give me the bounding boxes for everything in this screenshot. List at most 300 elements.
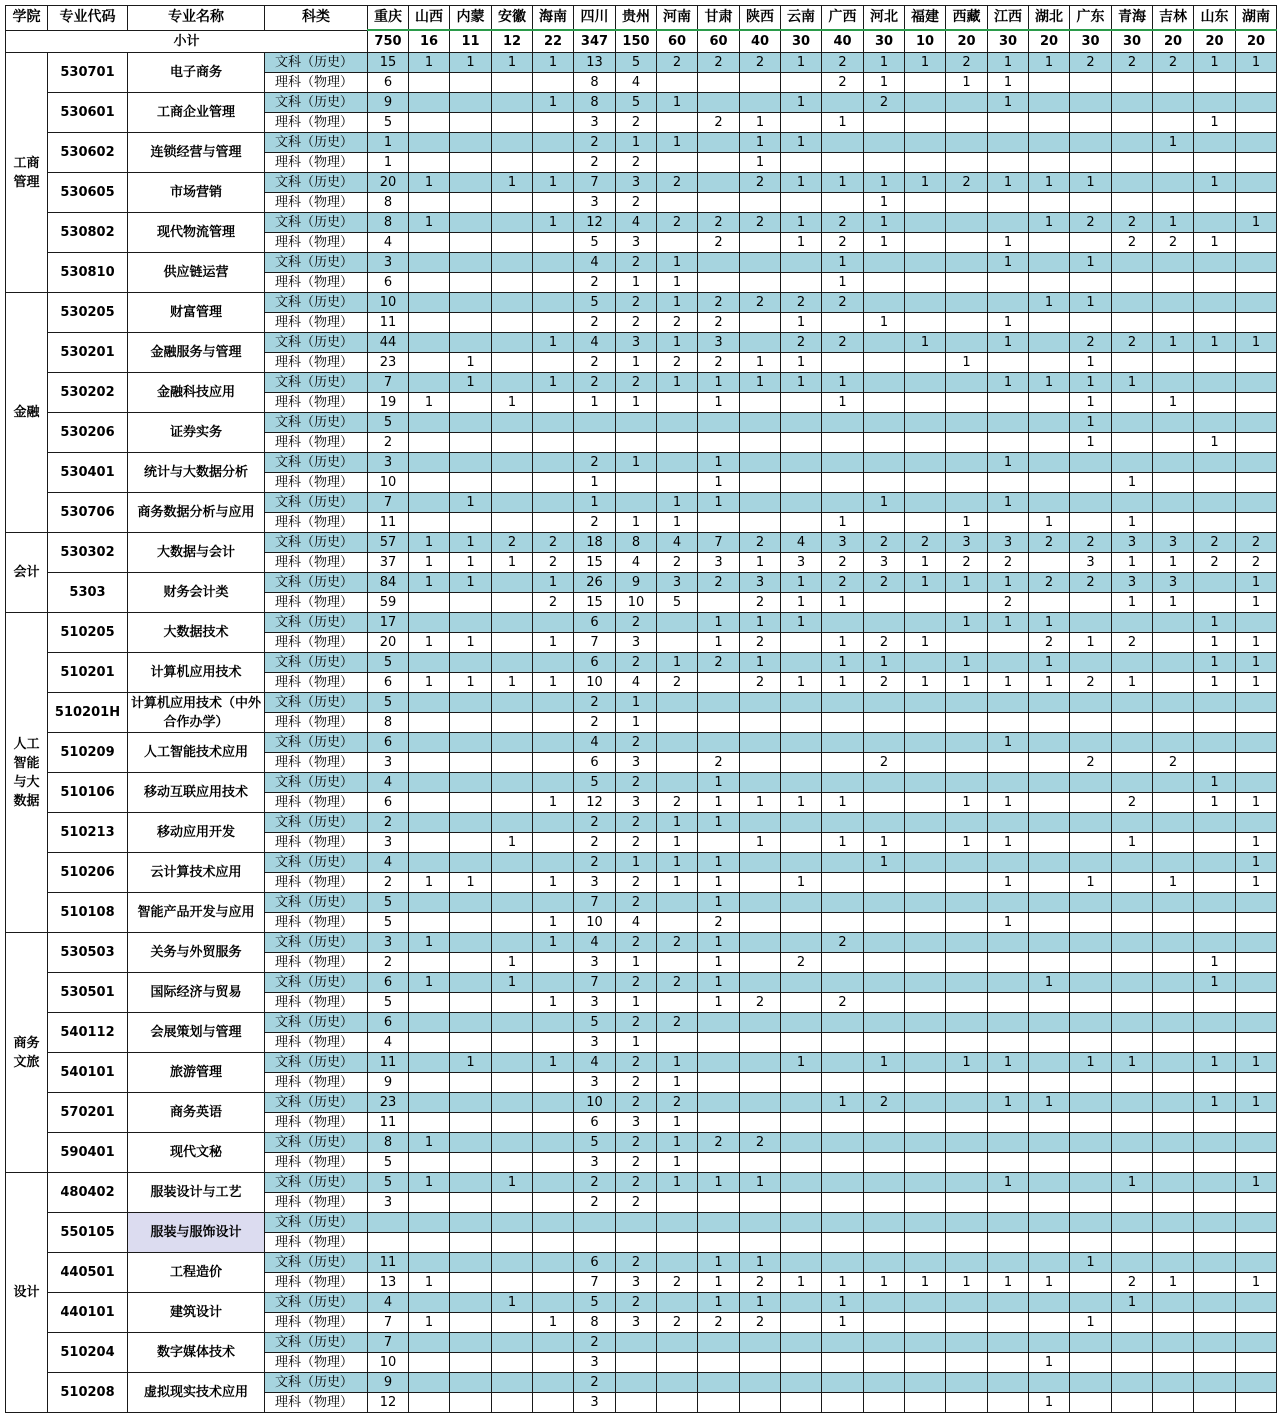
quota-cell [1236,693,1277,713]
quota-cell [946,273,988,293]
quota-cell [781,1113,822,1133]
quota-cell: 2 [1194,553,1236,573]
quota-cell [492,913,533,933]
quota-cell: 3 [574,1353,616,1373]
quota-cell: 2 [574,813,616,833]
quota-cell [781,713,822,733]
quota-cell [1236,1073,1277,1093]
quota-cell [368,1213,409,1233]
header-province: 青海 [1112,6,1153,31]
quota-cell [492,753,533,773]
quota-cell [1153,893,1194,913]
quota-cell [409,93,450,113]
quota-cell: 1 [1029,173,1070,193]
quota-cell [1029,733,1070,753]
quota-cell: 12 [574,793,616,813]
subject-type: 理科（物理） [265,1233,368,1253]
quota-cell [905,1293,946,1313]
quota-cell [740,513,781,533]
quota-cell [657,633,698,653]
quota-cell: 1 [657,813,698,833]
major-name: 虚拟现实技术应用 [128,1373,265,1413]
subtotal-value: 16 [409,30,450,53]
quota-cell: 2 [698,753,740,773]
quota-cell [740,1113,781,1133]
quota-cell: 3 [616,233,657,253]
quota-cell [781,973,822,993]
quota-cell [988,193,1029,213]
quota-cell [492,493,533,513]
quota-cell [1194,933,1236,953]
quota-cell: 1 [698,493,740,513]
major-code: 530503 [48,933,128,973]
subtotal-value: 20 [1153,30,1194,53]
quota-cell: 1 [864,493,905,513]
quota-cell [1194,853,1236,873]
quota-cell [905,733,946,753]
quota-cell [1236,813,1277,833]
quota-cell: 7 [698,533,740,553]
quota-cell [905,453,946,473]
quota-cell: 2 [698,913,740,933]
subject-type: 文科（历史） [265,213,368,233]
quota-cell: 1 [946,793,988,813]
quota-cell: 1 [905,673,946,693]
quota-cell [1153,293,1194,313]
quota-cell [1112,933,1153,953]
quota-cell [905,433,946,453]
subtotal-value: 347 [574,30,616,53]
quota-cell: 1 [533,1313,574,1333]
quota-cell: 2 [698,53,740,73]
quota-cell: 2 [616,1093,657,1113]
quota-cell [533,1353,574,1373]
major-name: 工程造价 [128,1253,265,1293]
quota-cell [1236,133,1277,153]
quota-cell [946,913,988,933]
quota-cell [822,853,864,873]
quota-cell: 1 [1194,793,1236,813]
quota-cell: 2 [1070,213,1112,233]
quota-cell [988,153,1029,173]
quota-cell: 1 [574,473,616,493]
quota-cell [946,1233,988,1253]
subject-type: 文科（历史） [265,1053,368,1073]
subject-type: 文科（历史） [265,813,368,833]
quota-cell: 1 [1236,1273,1277,1293]
quota-cell: 2 [864,573,905,593]
quota-cell: 5 [657,593,698,613]
quota-cell: 1 [616,693,657,713]
quota-cell [905,713,946,733]
quota-cell: 1 [1236,53,1277,73]
header-province: 西藏 [946,6,988,31]
quota-cell [533,313,574,333]
quota-cell [781,413,822,433]
major-code: 510204 [48,1333,128,1373]
quota-cell: 2 [657,1013,698,1033]
quota-cell [740,233,781,253]
quota-cell [781,193,822,213]
quota-cell: 1 [822,273,864,293]
quota-cell [450,153,492,173]
quota-cell [822,693,864,713]
quota-cell [450,313,492,333]
quota-cell [1029,693,1070,713]
quota-cell: 2 [781,333,822,353]
quota-cell: 3 [574,953,616,973]
quota-cell: 1 [657,333,698,353]
quota-cell [946,293,988,313]
quota-cell: 1 [616,513,657,533]
quota-cell [698,1073,740,1093]
quota-cell: 4 [574,333,616,353]
quota-cell [657,1393,698,1413]
quota-cell [409,1393,450,1413]
header-province: 海南 [533,6,574,31]
quota-cell [905,1373,946,1393]
quota-cell: 2 [657,1093,698,1113]
quota-cell [781,1153,822,1173]
quota-cell [1029,1373,1070,1393]
quota-cell [740,1153,781,1173]
quota-cell: 2 [1112,53,1153,73]
quota-cell: 6 [574,753,616,773]
quota-cell [905,413,946,433]
quota-cell: 6 [368,973,409,993]
quota-cell [1236,393,1277,413]
quota-cell: 2 [946,553,988,573]
quota-cell: 2 [574,1173,616,1193]
quota-cell [492,413,533,433]
quota-cell: 1 [905,173,946,193]
quota-cell: 1 [574,493,616,513]
quota-cell [1194,213,1236,233]
quota-cell: 1 [1029,673,1070,693]
quota-cell: 5 [574,1133,616,1153]
quota-cell [1194,1353,1236,1373]
quota-cell [492,613,533,633]
quota-cell: 2 [574,1333,616,1353]
subject-type: 理科（物理） [265,1193,368,1213]
quota-cell [1070,973,1112,993]
quota-cell [1194,1133,1236,1153]
quota-cell: 1 [740,1253,781,1273]
quota-cell: 2 [698,293,740,313]
quota-cell [1029,933,1070,953]
quota-cell [409,1333,450,1353]
subject-type: 理科（物理） [265,393,368,413]
quota-cell [1236,953,1277,973]
table-row [6,853,1277,873]
quota-cell [1029,1013,1070,1033]
quota-cell: 1 [698,893,740,913]
quota-cell [1236,1353,1277,1373]
quota-cell: 1 [1070,173,1112,193]
quota-cell [988,633,1029,653]
quota-cell [822,1373,864,1393]
subject-type: 文科（历史） [265,1133,368,1153]
quota-cell: 5 [616,93,657,113]
quota-cell [822,1333,864,1353]
major-name: 人工智能技术应用 [128,733,265,773]
quota-cell: 1 [698,793,740,813]
quota-cell [409,473,450,493]
quota-cell [492,773,533,793]
quota-cell: 1 [698,773,740,793]
college-cell: 人工智能与大数据 [6,613,48,933]
quota-cell [1029,713,1070,733]
quota-cell: 1 [822,793,864,813]
quota-cell: 1 [450,353,492,373]
subtotal-value: 30 [988,30,1029,53]
quota-cell: 1 [1236,593,1277,613]
quota-cell: 1 [409,933,450,953]
quota-cell: 1 [988,253,1029,273]
subject-type: 文科（历史） [265,773,368,793]
quota-cell: 1 [1236,653,1277,673]
quota-cell [450,213,492,233]
quota-cell [905,1093,946,1113]
quota-cell: 1 [409,1313,450,1333]
quota-cell [905,773,946,793]
quota-cell [740,853,781,873]
quota-cell [1194,1393,1236,1413]
college-cell: 金融 [6,293,48,533]
admission-plan-table [5,5,1277,1413]
major-code: 530601 [48,93,128,133]
quota-cell [450,993,492,1013]
quota-cell [905,1173,946,1193]
quota-cell [698,713,740,733]
quota-cell [1070,193,1112,213]
subject-type: 理科（物理） [265,1353,368,1373]
quota-cell [946,593,988,613]
quota-cell [1070,513,1112,533]
quota-cell [1153,1373,1194,1393]
quota-cell [616,1213,657,1233]
quota-cell [1153,513,1194,533]
quota-cell: 8 [574,93,616,113]
quota-cell: 3 [616,793,657,813]
quota-cell [492,1193,533,1213]
quota-cell [905,1313,946,1333]
quota-cell: 10 [368,473,409,493]
quota-cell [740,1333,781,1353]
quota-cell: 2 [533,553,574,573]
major-name: 金融服务与管理 [128,333,265,373]
quota-cell [574,1233,616,1253]
quota-cell: 5 [368,1153,409,1173]
quota-cell: 2 [1070,573,1112,593]
quota-cell [657,393,698,413]
header-code: 专业代码 [48,6,128,31]
subject-type: 文科（历史） [265,293,368,313]
quota-cell: 2 [1112,333,1153,353]
subtotal-value: 30 [864,30,905,53]
quota-cell [1070,713,1112,733]
major-code: 510208 [48,1373,128,1413]
quota-cell [864,1133,905,1153]
quota-cell: 6 [574,1253,616,1273]
quota-cell [864,293,905,313]
quota-cell: 2 [1070,533,1112,553]
quota-cell [946,1173,988,1193]
quota-cell: 84 [368,573,409,593]
quota-cell [450,93,492,113]
quota-cell: 2 [574,853,616,873]
quota-cell [1236,113,1277,133]
quota-cell: 1 [946,673,988,693]
quota-cell [905,273,946,293]
subtotal-value: 40 [740,30,781,53]
quota-cell: 11 [368,1253,409,1273]
quota-cell [905,973,946,993]
quota-cell: 1 [409,213,450,233]
quota-cell [740,913,781,933]
quota-cell: 1 [1194,53,1236,73]
quota-cell [492,273,533,293]
quota-cell: 20 [368,173,409,193]
quota-cell: 1 [946,73,988,93]
quota-cell [533,733,574,753]
quota-cell [492,1093,533,1113]
quota-cell [450,433,492,453]
quota-cell [781,1233,822,1253]
quota-cell: 3 [574,193,616,213]
quota-cell [905,1233,946,1253]
quota-cell [822,1173,864,1193]
quota-cell [1194,753,1236,773]
quota-cell [905,493,946,513]
subject-type: 理科（物理） [265,833,368,853]
quota-cell: 1 [905,553,946,573]
quota-cell: 2 [574,313,616,333]
quota-cell: 1 [822,833,864,853]
quota-cell [905,1013,946,1033]
quota-cell [1112,413,1153,433]
table-row [6,133,1277,153]
quota-cell [492,1053,533,1073]
quota-cell [946,753,988,773]
quota-cell [1070,593,1112,613]
quota-cell [781,653,822,673]
quota-cell [905,393,946,413]
quota-cell [492,933,533,953]
table-row [6,813,1277,833]
quota-cell [409,1053,450,1073]
quota-cell [409,713,450,733]
quota-cell [409,273,450,293]
quota-cell: 1 [657,1173,698,1193]
quota-cell [946,493,988,513]
quota-cell [781,273,822,293]
quota-cell: 8 [368,213,409,233]
quota-cell: 13 [368,1273,409,1293]
quota-cell [1029,593,1070,613]
quota-cell [946,813,988,833]
quota-cell: 3 [616,1313,657,1333]
quota-cell [905,753,946,773]
quota-cell [740,1013,781,1033]
quota-cell: 3 [574,1153,616,1173]
quota-cell [1029,1053,1070,1073]
quota-cell [698,733,740,753]
quota-cell: 2 [657,53,698,73]
quota-cell: 5 [368,653,409,673]
quota-cell [698,1353,740,1373]
quota-cell: 1 [946,613,988,633]
quota-cell [1112,1313,1153,1333]
major-name: 现代文秘 [128,1133,265,1173]
quota-cell: 1 [450,53,492,73]
quota-cell [450,1233,492,1253]
quota-cell [946,693,988,713]
quota-cell: 2 [616,293,657,313]
quota-cell [450,173,492,193]
header-province: 湖南 [1236,6,1277,31]
quota-cell: 1 [1070,353,1112,373]
quota-cell [533,1013,574,1033]
quota-cell: 1 [781,213,822,233]
quota-cell: 2 [657,933,698,953]
quota-cell: 10 [574,913,616,933]
quota-cell: 2 [1070,53,1112,73]
quota-cell: 1 [657,873,698,893]
quota-cell [409,773,450,793]
quota-cell: 1 [533,573,574,593]
subject-type: 文科（历史） [265,53,368,73]
quota-cell [698,1193,740,1213]
quota-cell: 1 [657,1113,698,1133]
quota-cell: 1 [698,853,740,873]
quota-cell [492,1013,533,1033]
quota-cell: 3 [574,113,616,133]
quota-cell: 1 [616,353,657,373]
quota-cell: 1 [1236,633,1277,653]
quota-cell: 2 [822,333,864,353]
quota-cell [1236,1133,1277,1153]
quota-cell [1153,1033,1194,1053]
quota-cell: 1 [657,1073,698,1093]
quota-cell [781,1093,822,1113]
quota-cell: 2 [781,293,822,313]
quota-cell [864,1033,905,1053]
quota-cell: 1 [409,573,450,593]
quota-cell [864,413,905,433]
quota-cell: 1 [1112,473,1153,493]
quota-cell [905,153,946,173]
quota-cell [657,1193,698,1213]
quota-cell: 2 [657,1313,698,1333]
quota-cell [822,153,864,173]
quota-cell: 1 [781,593,822,613]
quota-cell [409,453,450,473]
quota-cell [1070,913,1112,933]
quota-cell: 1 [450,493,492,513]
quota-cell: 1 [1029,653,1070,673]
quota-cell [1070,653,1112,673]
quota-cell [492,213,533,233]
quota-cell [1194,1273,1236,1293]
quota-cell [864,893,905,913]
quota-cell: 2 [698,1313,740,1333]
quota-cell [698,1233,740,1253]
quota-cell: 2 [616,1153,657,1173]
quota-cell: 2 [368,953,409,973]
quota-cell [905,133,946,153]
quota-cell [864,593,905,613]
